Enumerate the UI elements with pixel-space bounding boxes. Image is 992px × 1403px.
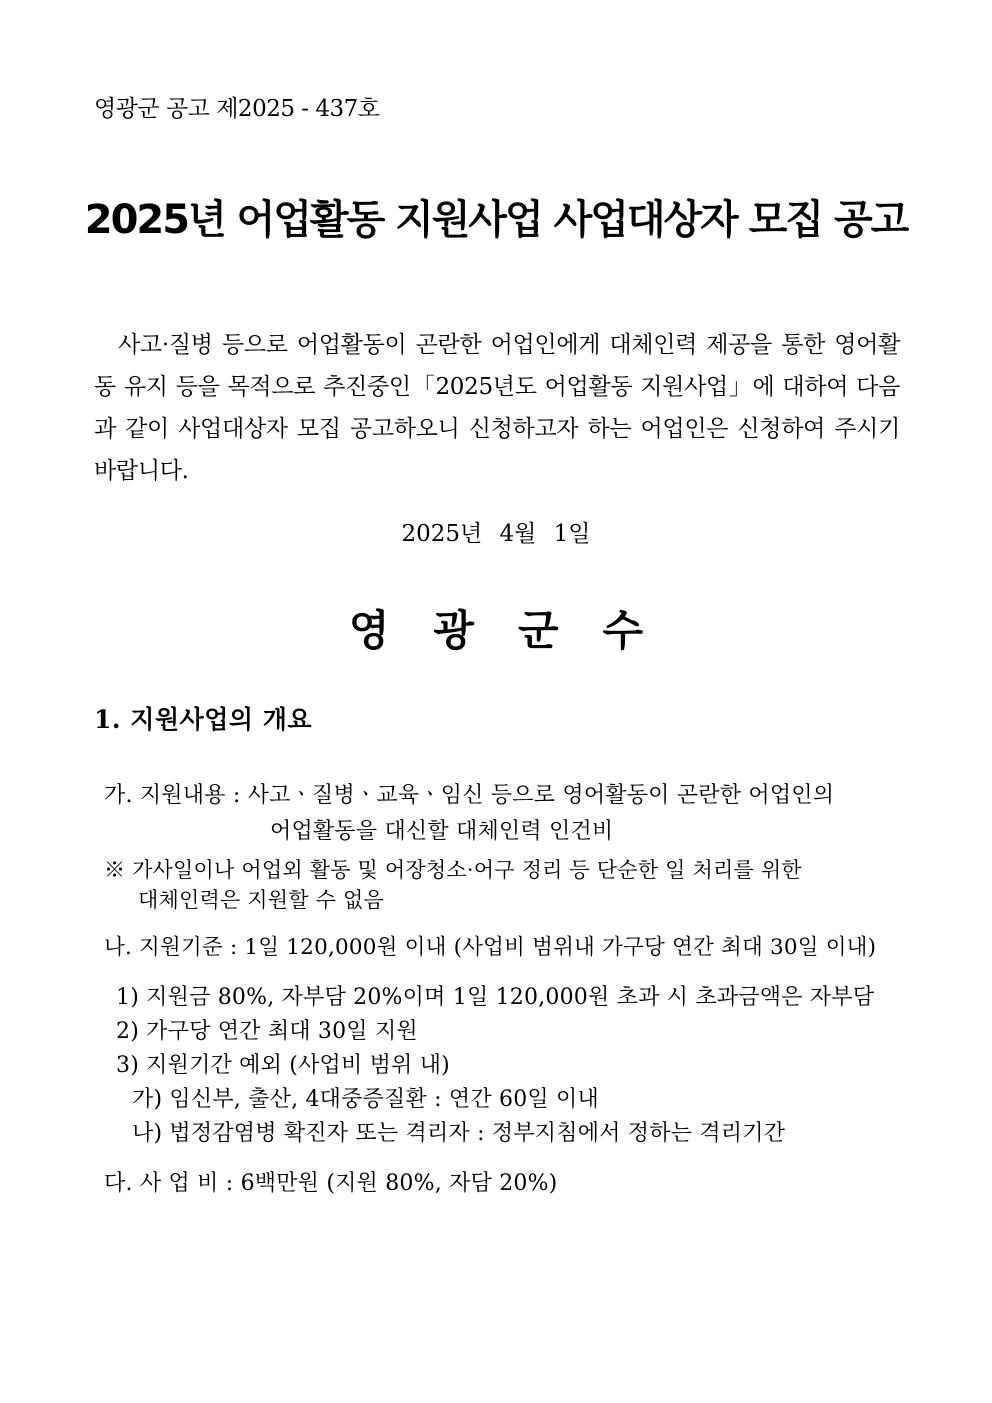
note-line: ※ 가사일이나 어업외 활동 및 어장청소·어구 정리 등 단순한 일 처리를 위한 (104, 858, 802, 882)
support-content-continuation: 어업활동을 대신할 대체인력 인건비 (270, 819, 614, 844)
criteria-item-2: 2) 가구당 연간 최대 30일 지원 (116, 1019, 418, 1044)
support-content-line: 가. 지원내용 : 사고ㆍ질병ㆍ교육ㆍ임신 등으로 영어활동이 곤란한 어업인의 (104, 783, 835, 808)
intro-paragraph: 사고·질병 등으로 어업활동이 곤란한 어업인에게 대체인력 제공을 통한 영어활동 유지 등을 목적으로 추진중인「2025년도 어업활동 지원사업」에 대하여 다음과 같이 사업대상자 모집 공고하오니 신청하고자 하는 어업인은 신청하여 주시기 바랍니다. (94, 332, 900, 484)
support-criteria-line: 나. 지원기준 : 1일 120,000원 이내 (사업비 범위내 가구당 연간 최대 30일 이내) (104, 935, 877, 960)
notice-date: 2025년 4월 1일 (401, 521, 591, 547)
criteria-item-3: 3) 지원기간 예외 (사업비 범위 내) (116, 1053, 450, 1078)
notice-number: 영광군 공고 제2025 - 437호 (94, 96, 380, 122)
page-title: 2025년 어업활동 지원사업 사업대상자 모집 공고 (84, 197, 908, 243)
exception-item-b: 나) 법정감염병 확진자 또는 격리자 : 정부지침에서 정하는 격리기간 (132, 1121, 786, 1146)
budget-line: 다. 사 업 비 : 6백만원 (지원 80%, 자담 20%) (104, 1171, 558, 1196)
issuer-name: 영광군수 (348, 606, 688, 655)
criteria-item-1: 1) 지원금 80%, 자부담 20%이며 1일 120,000원 초과 시 초과금액은 자부담 (116, 985, 875, 1010)
note-continuation: 대체인력은 지원할 수 없음 (138, 888, 384, 912)
section-heading: 1. 지원사업의 개요 (94, 705, 313, 734)
exception-item-a: 가) 임신부, 출산, 4대중증질환 : 연간 60일 이내 (132, 1087, 599, 1112)
